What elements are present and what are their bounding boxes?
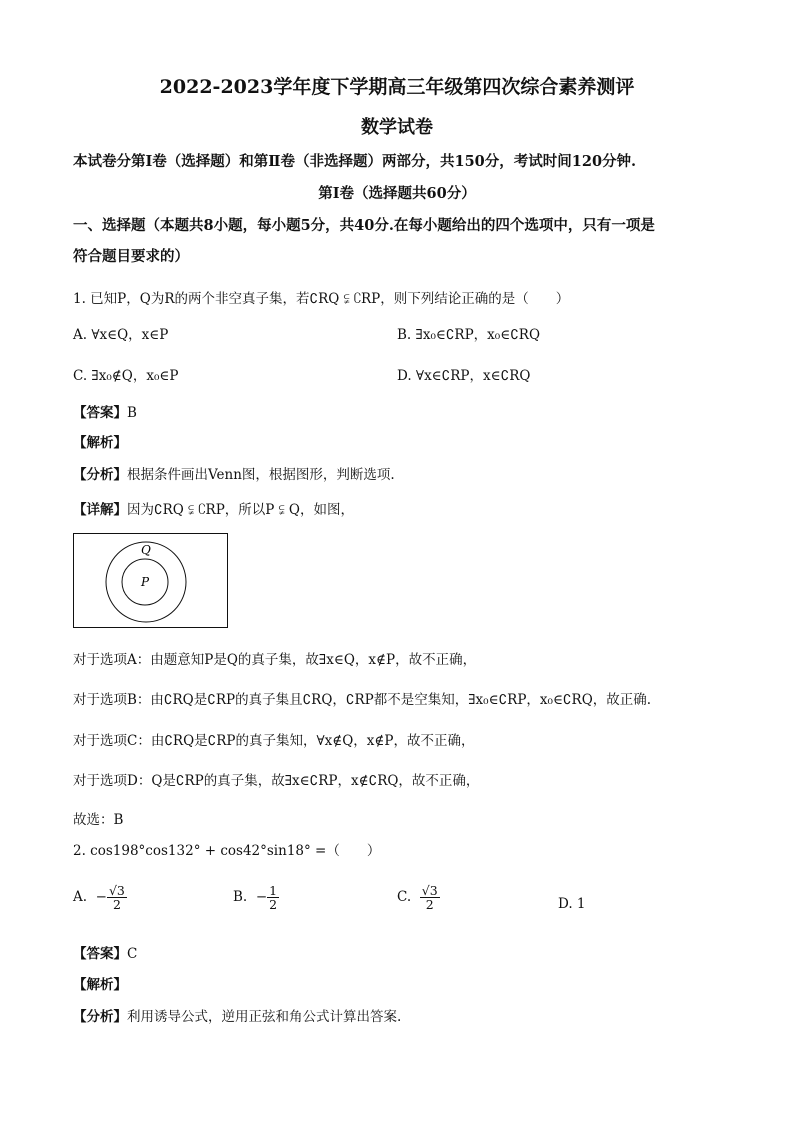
q1-answer: B [127, 405, 137, 421]
q2-option-a-sign: − [95, 889, 107, 906]
q1-xiangjie: 因为∁RQ ⫋ ∁RP，所以P ⫋ Q，如图， [127, 502, 354, 518]
q1-stem: 1. 已知P，Q为R的两个非空真子集，若∁RQ ⫋ ∁RP，则下列结论正确的是（ ） [73, 291, 570, 307]
q2-stem: 2. cos198°cos132° + cos42°sin18° =（ ） [73, 843, 381, 859]
venn-label-p: P [141, 575, 150, 589]
denominator: 2 [112, 897, 121, 913]
q2-option-b-fraction [267, 884, 279, 911]
q2-option-a [73, 884, 127, 911]
exam-subtitle: 数学试卷 [361, 117, 433, 138]
exam-intro: 本试卷分第Ⅰ卷（选择题）和第Ⅱ卷（非选择题）两部分，共150分，考试时间120分钟. [73, 153, 637, 170]
q2-option-c-label: C. [397, 889, 412, 906]
q1-fenxi-line [73, 463, 395, 483]
q2-answer-line [73, 942, 137, 962]
q2-option-c [397, 884, 440, 911]
q1-explain-b: 对于选项B：由∁RQ是∁RP的真子集且∁RQ，∁RP都不是空集知，∃x₀∈∁RP，x₀∈∁RQ，故正确. [73, 692, 652, 708]
fenxi-tag: 【分析】 [73, 1009, 127, 1025]
numerator: √3 [108, 883, 125, 898]
q1-answer-line [73, 401, 137, 421]
xiangjie-tag: 【详解】 [73, 502, 127, 518]
fenxi-tag: 【分析】 [73, 467, 127, 483]
q2-option-b-sign: − [255, 889, 268, 906]
q1-analysis-tag: 【解析】 [73, 435, 127, 451]
q1-explain-c: 对于选项C：由∁RQ是∁RP的真子集知，∀x∉Q，x∉P，故不正确， [73, 733, 475, 749]
q1-option-d: D. ∀x∈∁RP，x∈∁RQ [397, 368, 531, 384]
numerator: √3 [421, 883, 438, 898]
q1-explain-a: 对于选项A：由题意知P是Q的真子集，故∃x∈Q，x∉P，故不正确， [73, 652, 477, 668]
venn-svg [74, 534, 227, 627]
q2-answer: C [127, 946, 138, 962]
q1-option-c: C. ∃x₀∉Q，x₀∈P [73, 368, 179, 384]
q1-explain-d: 对于选项D：Q是∁RP的真子集，故∃x∈∁RP，x∉∁RQ，故不正确， [73, 773, 480, 789]
q2-option-d: D. 1 [558, 896, 586, 912]
answer-tag: 【答案】 [73, 405, 127, 421]
denominator: 2 [269, 897, 278, 913]
q2-option-b-label: B. [233, 889, 248, 906]
q1-option-a: A. ∀x∈Q，x∈P [73, 327, 169, 343]
denominator: 2 [425, 897, 434, 913]
numerator: 1 [269, 883, 278, 898]
q2-fenxi-line [73, 1005, 401, 1025]
exam-title: 2022-2023学年度下学期高三年级第四次综合素养测评 [159, 76, 635, 98]
q2-option-a-label: A. [73, 889, 88, 906]
q2-fenxi: 利用诱导公式，逆用正弦和角公式计算出答案. [127, 1009, 402, 1025]
section1-heading-line2: 符合题目要求的） [73, 248, 189, 265]
q2-option-a-fraction [107, 884, 127, 911]
q1-option-b: B. ∃x₀∈∁RP，x₀∈∁RQ [397, 327, 541, 343]
part1-heading: 第Ⅰ卷（选择题共60分） [318, 185, 476, 202]
section1-heading-line1: 一、选择题（本题共8小题，每小题5分，共40分.在每小题给出的四个选项中，只有一项是 [73, 217, 655, 234]
q1-fenxi: 根据条件画出Venn图，根据图形，判断选项. [127, 467, 395, 483]
q1-xiangjie-line [73, 498, 354, 518]
q1-choose: 故选：B [73, 812, 124, 828]
venn-label-q: Q [141, 543, 151, 557]
q2-option-b [233, 884, 279, 911]
q2-analysis-tag: 【解析】 [73, 977, 127, 993]
q2-option-c-fraction [420, 884, 440, 911]
answer-tag: 【答案】 [73, 946, 127, 962]
venn-diagram [73, 533, 228, 628]
